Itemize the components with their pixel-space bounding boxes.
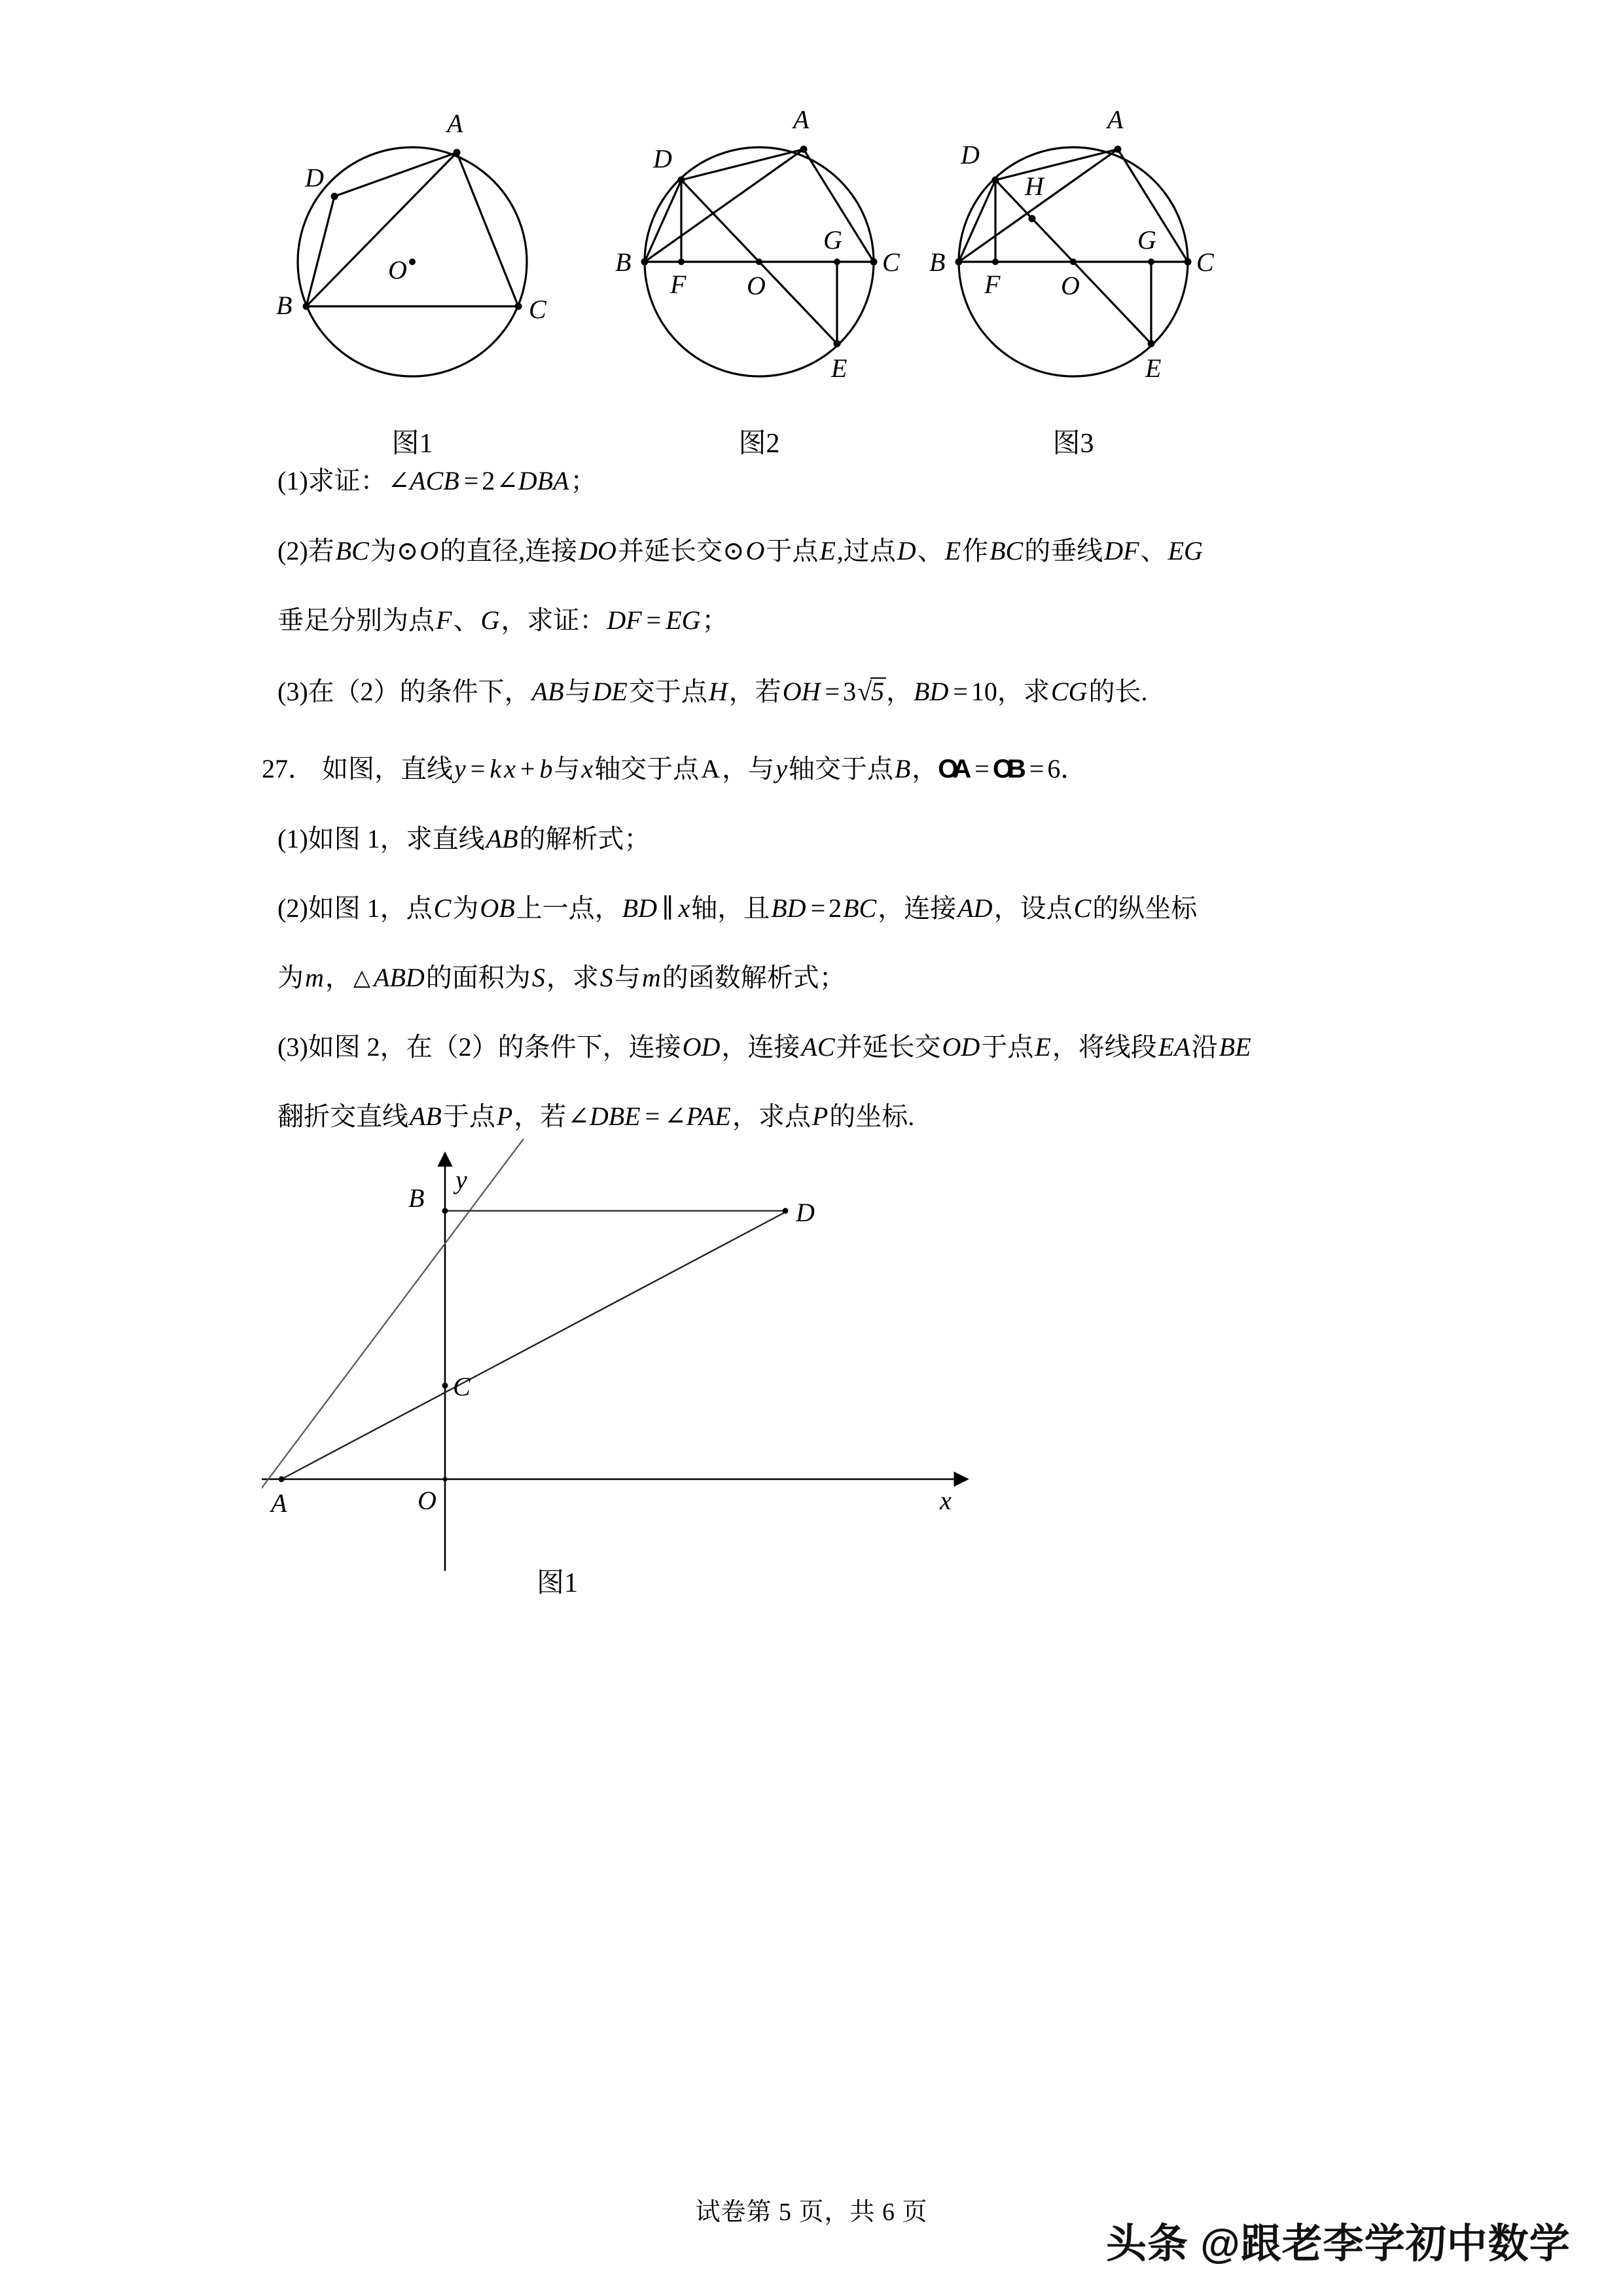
point-A xyxy=(279,1477,285,1482)
line-ab xyxy=(262,1139,524,1505)
watermark: 头条 @跟老李学初中数学 xyxy=(1106,2221,1571,2267)
graph-caption: 图1 xyxy=(537,1568,579,1598)
t: AB xyxy=(410,1102,442,1131)
label-G: G xyxy=(1137,225,1156,255)
label-E: E xyxy=(831,353,847,383)
label-B: B xyxy=(276,291,293,320)
coordinate-graph-svg xyxy=(262,1139,995,1597)
figure-1-svg xyxy=(249,98,576,425)
label-D: D xyxy=(653,144,672,173)
q27-part1 xyxy=(277,826,651,852)
t: 于点 xyxy=(766,536,819,565)
t: (3)在（2）的条件下， xyxy=(277,677,531,706)
t: OB xyxy=(480,893,515,923)
q26-eq: = xyxy=(463,466,479,495)
q26-angle-acb: ∠ACB xyxy=(387,466,459,495)
t: OH xyxy=(782,677,821,706)
t: 与 xyxy=(614,963,641,992)
q27-stem xyxy=(262,756,1086,782)
t: DF xyxy=(1104,536,1139,565)
t: EA xyxy=(1158,1032,1190,1062)
q27-part2-line1 xyxy=(277,895,1197,922)
t: E xyxy=(819,536,836,565)
q26-part1-prefix: (1)求证： xyxy=(277,466,387,495)
t: O xyxy=(419,536,439,565)
t: 沿 xyxy=(1191,1032,1218,1062)
q27-value: 6 xyxy=(1047,754,1061,783)
t: OD xyxy=(682,1032,721,1062)
label-B: B xyxy=(408,1183,425,1213)
t: 于点 xyxy=(981,1032,1034,1062)
t: 、 xyxy=(453,605,480,635)
label-C: C xyxy=(453,1372,471,1401)
label-A: A xyxy=(271,1488,287,1518)
t: 与 xyxy=(565,677,592,706)
label-C: C xyxy=(1196,247,1214,277)
t: BD xyxy=(914,677,949,706)
t: (1)如图 1，求直线 xyxy=(277,824,485,853)
t: ∠PAE xyxy=(664,1102,731,1131)
t: BC xyxy=(843,893,877,923)
t: 10 xyxy=(971,677,997,706)
coordinate-graph xyxy=(262,1139,995,1636)
q27-part3-line2 xyxy=(277,1103,914,1130)
t: 如图，直线 xyxy=(322,754,453,783)
figure-1 xyxy=(249,98,576,465)
t: 作 xyxy=(962,536,989,565)
t: x xyxy=(504,754,516,783)
t: A xyxy=(701,754,721,783)
t: x xyxy=(581,754,594,783)
chord-ba xyxy=(306,152,457,306)
t: 为⊙ xyxy=(370,536,419,565)
t: ABD xyxy=(374,963,425,992)
t: 的纵坐标 xyxy=(1092,893,1198,923)
chord-ba xyxy=(959,149,1118,262)
t: (2)若 xyxy=(277,536,334,565)
t: 并延长交⊙ xyxy=(617,536,745,565)
t: 、 xyxy=(1140,536,1167,565)
t: ，连接 xyxy=(878,893,957,923)
chord-ad xyxy=(334,152,457,196)
label-C: C xyxy=(882,247,900,277)
t: m xyxy=(305,963,324,992)
t: ，求 xyxy=(997,677,1050,706)
t: ∠DBE xyxy=(567,1102,641,1131)
t: ，与 xyxy=(722,754,775,783)
t: = xyxy=(1029,754,1044,783)
sqrt-5: √5 xyxy=(856,677,886,705)
figure-1-points xyxy=(303,149,522,310)
t: b xyxy=(539,754,553,783)
point-O xyxy=(443,1477,448,1482)
t: ； xyxy=(702,605,728,635)
figure-2 xyxy=(596,98,923,465)
label-H: H xyxy=(1025,171,1044,201)
t: x xyxy=(678,893,690,923)
label-E: E xyxy=(1145,353,1162,383)
label-O: O xyxy=(1061,271,1080,300)
label-A: A xyxy=(1107,105,1124,134)
t: 的垂线 xyxy=(1024,536,1103,565)
q26-part3 xyxy=(277,677,1148,705)
t: ，若 xyxy=(728,677,781,706)
q27-part2-line2 xyxy=(277,965,846,991)
q26-part1-suffix: ； xyxy=(570,466,597,495)
t: EG xyxy=(1168,536,1203,565)
t: 于点 xyxy=(442,1102,495,1131)
figure-3 xyxy=(910,98,1237,465)
t: BC xyxy=(990,536,1024,565)
t: 为 xyxy=(277,963,304,992)
label-D: D xyxy=(796,1198,815,1227)
t: = xyxy=(974,754,990,783)
t: E xyxy=(944,536,961,565)
q27-oa: OA xyxy=(938,755,966,783)
t: ∥ xyxy=(661,893,674,923)
t: 的长. xyxy=(1088,677,1148,706)
t: = xyxy=(470,754,486,783)
label-D: D xyxy=(961,140,980,170)
t: P xyxy=(496,1102,513,1131)
label-C: C xyxy=(529,295,546,324)
point-C xyxy=(442,1383,448,1389)
t: BC xyxy=(335,536,369,565)
triangle-symbol: △ xyxy=(353,966,371,990)
figure-1-caption: 图1 xyxy=(391,429,433,459)
t: B xyxy=(894,754,911,783)
label-B: B xyxy=(615,247,632,277)
label-B: B xyxy=(929,247,946,277)
t: 2 xyxy=(829,893,842,923)
label-x-axis: x xyxy=(940,1486,952,1515)
t: ，将线段 xyxy=(1052,1032,1157,1062)
t: 3 xyxy=(843,677,857,706)
t: 轴交于点 xyxy=(788,754,893,783)
label-A: A xyxy=(793,105,810,134)
label-y-axis: y xyxy=(455,1165,467,1194)
t: H xyxy=(708,677,728,706)
segment-ad xyxy=(281,1212,785,1479)
t: ，设点 xyxy=(993,893,1073,923)
t: 轴交于点 xyxy=(594,754,700,783)
t: = xyxy=(646,605,662,635)
t: 与 xyxy=(554,754,580,783)
t: m xyxy=(641,963,661,992)
figure-3-caption: 图3 xyxy=(1052,429,1094,459)
t: D xyxy=(897,536,916,565)
label-F: F xyxy=(670,270,687,299)
q26-part1 xyxy=(277,468,597,494)
t: k xyxy=(490,754,502,783)
t: OD xyxy=(942,1032,980,1062)
t: (2)如图 1，点 xyxy=(277,893,433,923)
t: 轴，且 xyxy=(691,893,770,923)
t: 翻折交直线 xyxy=(277,1102,408,1131)
t: ， xyxy=(886,677,913,706)
t: S xyxy=(531,963,545,992)
t: S xyxy=(599,963,613,992)
label-A: A xyxy=(447,109,463,138)
t: 垂足分别为点 xyxy=(277,605,435,635)
t: ，求 xyxy=(546,963,599,992)
t: C xyxy=(433,893,452,923)
t: G xyxy=(480,605,500,635)
t: ， xyxy=(912,754,938,783)
t: ，若 xyxy=(514,1102,567,1131)
t: = xyxy=(810,893,826,923)
t: ． xyxy=(1060,754,1087,783)
t: (3)如图 2，在（2）的条件下，连接 xyxy=(277,1032,681,1062)
t: AB xyxy=(531,677,564,706)
t: AD xyxy=(957,893,993,923)
t: AC xyxy=(801,1032,835,1062)
t: ,过点 xyxy=(836,536,896,565)
t: = xyxy=(825,677,840,706)
t: ，求证： xyxy=(501,605,606,635)
t: 上一点， xyxy=(516,893,621,923)
figure-2-svg xyxy=(596,98,923,425)
t: 的解析式； xyxy=(519,824,651,853)
label-O: O xyxy=(747,271,766,300)
t: 为 xyxy=(452,893,479,923)
t: DE xyxy=(592,677,628,706)
label-G: G xyxy=(823,225,842,255)
t: 、 xyxy=(917,536,944,565)
label-O: O xyxy=(388,255,407,285)
t: y xyxy=(776,754,787,783)
label-D: D xyxy=(305,163,324,192)
t: = xyxy=(953,677,968,706)
t: 5 xyxy=(870,677,886,705)
t: 的函数解析式； xyxy=(662,963,846,992)
t: BD xyxy=(622,893,657,923)
figure-row xyxy=(249,98,1270,465)
label-F: F xyxy=(984,270,1001,299)
t: P xyxy=(812,1102,829,1131)
t: y xyxy=(454,754,466,783)
label-O: O xyxy=(418,1486,437,1515)
point-B xyxy=(442,1208,448,1214)
t: BD xyxy=(771,893,806,923)
t: E xyxy=(1035,1032,1051,1062)
t: 的面积为 xyxy=(425,963,531,992)
t: ，求点 xyxy=(732,1102,811,1131)
q26-angle-dba: ∠DBA xyxy=(496,466,569,495)
t: 并延长交 xyxy=(836,1032,941,1062)
figure-2-caption: 图2 xyxy=(738,429,780,459)
t: 的坐标. xyxy=(829,1102,915,1131)
t: + xyxy=(520,754,535,783)
chord-db xyxy=(306,196,334,306)
q26-part2-line1 xyxy=(277,538,1204,564)
t: DO xyxy=(579,536,616,565)
t: DF xyxy=(607,605,642,635)
q26-coef: 2 xyxy=(482,466,495,495)
t: F xyxy=(436,605,452,635)
t: C xyxy=(1073,893,1092,923)
t: AB xyxy=(486,824,518,853)
q27-part3-line1 xyxy=(277,1034,1253,1060)
t: 的直径,连接 xyxy=(440,536,578,565)
footer-page-number: 试卷第 5 页，共 6 页 xyxy=(695,2198,928,2226)
t: ，连接 xyxy=(721,1032,800,1062)
q27-number: 27． xyxy=(262,754,314,783)
t: O xyxy=(745,536,765,565)
figure-3-svg xyxy=(910,98,1237,425)
t: = xyxy=(645,1102,660,1131)
q27-ob: OB xyxy=(992,755,1020,783)
t: CG xyxy=(1050,677,1088,706)
t: EG xyxy=(666,605,701,635)
t: 交于点 xyxy=(628,677,707,706)
t: BE xyxy=(1219,1032,1251,1062)
t: ， xyxy=(325,963,351,992)
q26-part2-line2 xyxy=(277,607,728,634)
point-D xyxy=(783,1208,789,1214)
